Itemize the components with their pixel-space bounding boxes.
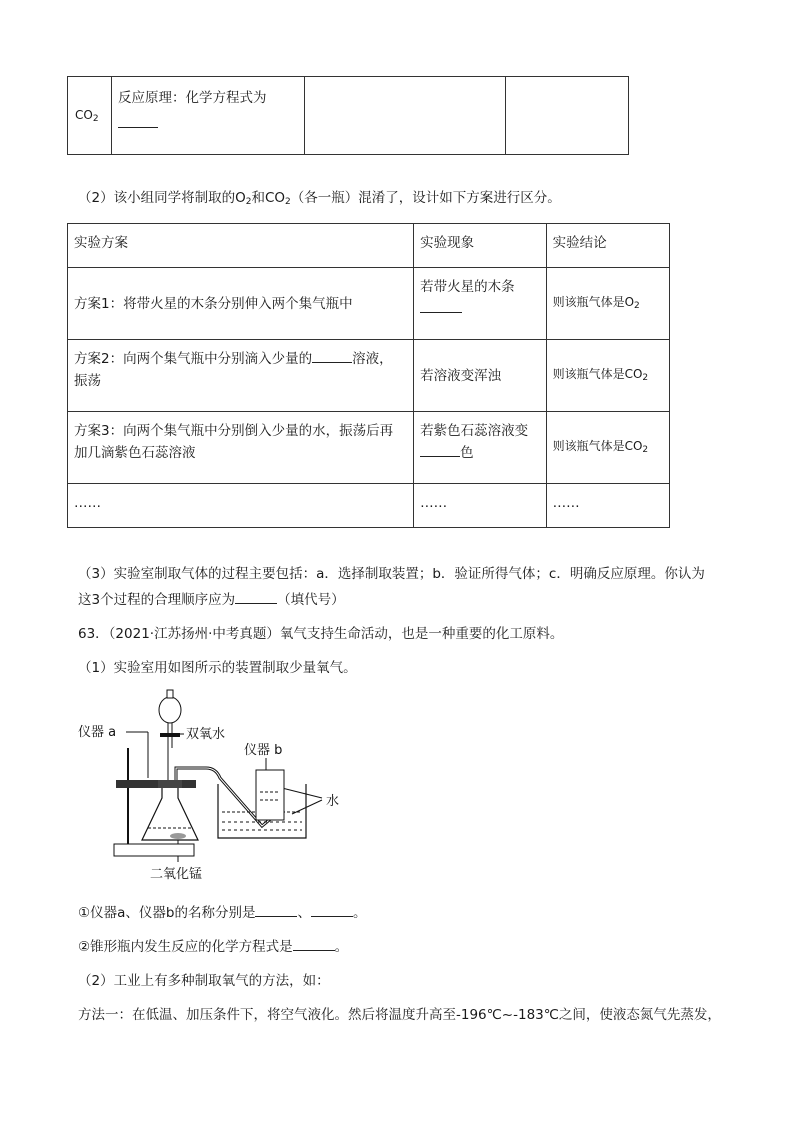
leader-water-1 <box>282 788 322 798</box>
q63-sub1-text: ①仪器a、仪器b的名称分别是 <box>78 905 256 921</box>
plan-1 <box>68 268 414 340</box>
answer-blank-color[interactable] <box>420 442 460 457</box>
concl-3-text: 则该瓶气体是CO <box>552 438 643 453</box>
principle-text: 反应原理：化学方程式为 <box>117 90 267 106</box>
concl-3 <box>546 412 669 484</box>
phen-1 <box>414 268 546 340</box>
table-row <box>68 268 670 340</box>
funnel-stopper <box>167 690 173 698</box>
plan-3 <box>68 412 414 484</box>
phen-3-text-b: 色 <box>460 445 474 461</box>
stand-clamp <box>116 780 196 788</box>
cell-empty-2 <box>506 77 629 155</box>
phen-3 <box>414 412 546 484</box>
label-water: 水 <box>326 794 340 809</box>
plan-2-text-b: 溶液， <box>352 351 393 367</box>
label-hydrogen-peroxide: 双氧水 <box>186 727 226 742</box>
concl-1-sub: 2 <box>634 300 640 311</box>
phen-1-text: 若带火星的木条 <box>420 279 515 295</box>
q3-line2 <box>78 589 345 611</box>
q3-line2-end: （填代号） <box>277 592 345 608</box>
plan-2-text-c: 振荡 <box>74 373 101 389</box>
q63-title: 63．（2021·江苏扬州·中考真题）氧气支持生命活动，也是一种重要的化工原料。 <box>78 626 564 642</box>
flask-stopper <box>158 780 182 788</box>
q2-sub1: 2 <box>245 197 252 207</box>
label-manganese-dioxide: 二氧化锰 <box>150 867 203 882</box>
phen-2-text: 若溶液变浑浊 <box>420 367 502 384</box>
phen-3-text-a: 若紫色石蕊溶液变 <box>420 423 529 439</box>
concl-3-sub: 2 <box>642 444 649 455</box>
q2-intro <box>78 187 561 213</box>
concl-2-sub: 2 <box>642 372 649 383</box>
phen-4-text: …… <box>420 495 448 511</box>
answer-blank-order[interactable] <box>235 589 277 604</box>
q63-sub1 <box>78 902 366 924</box>
header-plan-text: 实验方案 <box>74 235 128 251</box>
plan-1-text: 方案1：将带火星的木条分别伸入两个集气瓶中 <box>74 295 353 312</box>
q63-sub2-text: ②锥形瓶内发生反应的化学方程式是 <box>78 939 293 955</box>
concl-2-text: 则该瓶气体是CO <box>552 366 643 381</box>
table-row <box>68 484 670 528</box>
q63-sub1-sep: 、 <box>297 905 311 921</box>
answer-blank-phen1[interactable] <box>420 298 462 313</box>
q63-part1: （1）实验室用如图所示的装置制取少量氧气。 <box>78 660 357 676</box>
answer-blank-instrument-b[interactable] <box>311 902 353 917</box>
header-plan <box>68 224 414 268</box>
concl-1-text: 则该瓶气体是O <box>552 294 635 309</box>
table-row <box>68 412 670 484</box>
header-conclusion <box>546 224 669 268</box>
q2-suffix: （各一瓶）混淆了，设计如下方案进行区分。 <box>290 190 561 206</box>
table-experiment-plans <box>67 223 670 528</box>
concl-1 <box>546 268 669 340</box>
plan-2 <box>68 340 414 412</box>
q63-sub2 <box>78 936 348 958</box>
table-co2-principle <box>67 76 629 155</box>
header-conclusion-text: 实验结论 <box>552 235 607 251</box>
cell-principle <box>111 77 304 155</box>
oxygen-apparatus-figure <box>70 688 370 888</box>
q63-method1: 方法一：在低温、加压条件下，将空气液化。然后将温度升高至-196℃~-183℃之间，使液态氮气先蒸发， <box>78 1007 721 1023</box>
funnel-bulb <box>159 697 181 723</box>
plan-4-text: …… <box>74 495 101 511</box>
plan-3-text-a: 方案3：向两个集气瓶中分别倒入少量的水，振荡后再 <box>74 423 394 439</box>
funnel-stopcock <box>160 733 180 737</box>
phen-4 <box>414 484 546 528</box>
answer-blank-flask-equation[interactable] <box>293 936 335 951</box>
table-row <box>68 340 670 412</box>
header-phenomenon <box>414 224 546 268</box>
cell-empty-1 <box>304 77 506 155</box>
leader-water-2 <box>292 800 322 814</box>
gas-subscript: 2 <box>92 114 99 124</box>
mno2-solid <box>170 833 186 839</box>
q63-sub1-end: 。 <box>352 905 367 921</box>
label-instrument-b: 仪器 b <box>244 743 283 758</box>
stand-base <box>114 844 194 856</box>
concl-4-text: …… <box>552 495 580 511</box>
plan-2-text-a: 方案2：向两个集气瓶中分别滴入少量的 <box>74 351 313 367</box>
q63-part2: （2）工业上有多种制取氧气的方法，如： <box>78 973 330 989</box>
phen-2 <box>414 340 546 412</box>
answer-blank-solution[interactable] <box>312 348 352 363</box>
gas-collecting-jar <box>256 770 284 820</box>
q2-prefix: （2）该小组同学将制取的O <box>78 190 246 206</box>
answer-blank-instrument-a[interactable] <box>255 902 297 917</box>
header-phenomenon-text: 实验现象 <box>420 235 475 251</box>
cell-gas <box>68 77 112 155</box>
label-instrument-a: 仪器 a <box>78 725 117 740</box>
conical-flask <box>142 786 198 840</box>
q3-line2-text: 这3个过程的合理顺序应为 <box>78 592 236 608</box>
concl-2 <box>546 340 669 412</box>
q3-line1: （3）实验室制取气体的过程主要包括：a．选择制取装置；b．验证所得气体；c．明确反应原理。你认为 <box>78 566 705 582</box>
q2-sub2: 2 <box>285 197 291 207</box>
answer-blank-equation[interactable] <box>118 113 158 128</box>
gas-name: CO <box>75 108 93 122</box>
q63-sub2-end: 。 <box>334 939 349 955</box>
plan-4 <box>68 484 414 528</box>
plan-3-text-b: 加几滴紫色石蕊溶液 <box>74 445 196 461</box>
q2-middle: 和CO <box>251 190 286 206</box>
concl-4 <box>546 484 669 528</box>
